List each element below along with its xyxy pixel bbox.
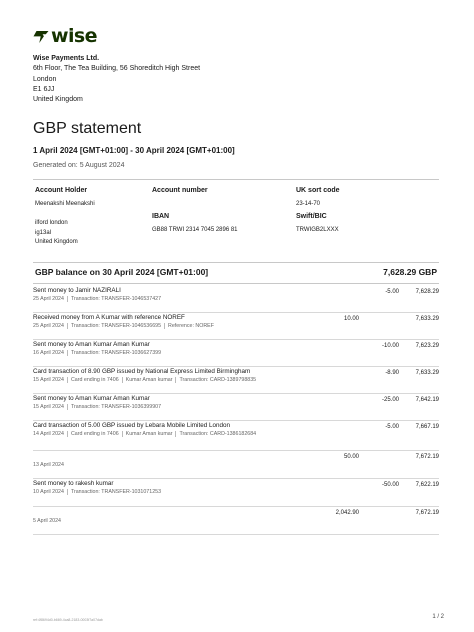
iban-label: IBAN	[152, 213, 170, 220]
balance-summary	[33, 262, 439, 284]
amount-in: 10.00	[343, 316, 359, 322]
transaction-meta	[33, 431, 256, 437]
transaction-row	[33, 394, 439, 421]
meta-item: 13 April 2024	[33, 462, 64, 468]
transaction-row	[33, 451, 439, 479]
meta-item: Card ending in 7406	[70, 431, 119, 437]
transaction-description: Card transaction of 8.90 GBP issued by National Express Limited Birmingham	[33, 368, 251, 375]
transaction-meta	[33, 462, 64, 468]
account-number-label: Account number	[152, 187, 208, 194]
divider	[33, 179, 439, 180]
transaction-meta	[33, 377, 256, 383]
statement-period: 1 April 2024 [GMT+01:00] - 30 April 2024 [GMT+01:00]	[33, 146, 235, 155]
running-balance: 7,623.29	[415, 343, 439, 349]
transaction-row	[33, 367, 439, 394]
transaction-row	[33, 479, 439, 507]
transaction-meta	[33, 404, 161, 410]
meta-item: Transaction: CARD-1386182684	[179, 431, 257, 437]
page-number: 1 / 2	[432, 614, 444, 620]
meta-item: Card ending in 7406	[70, 377, 119, 383]
meta-item: 25 April 2024	[33, 296, 64, 302]
running-balance: 7,633.29	[415, 370, 439, 376]
account-holder-name: Meenakshi Meenakshi	[35, 201, 95, 207]
running-balance: 7,672.19	[415, 510, 439, 516]
company-address-line: E1 6JJ	[33, 85, 55, 93]
transaction-row	[33, 340, 439, 367]
meta-item: Transaction: TRANSFER-1031071253	[70, 489, 162, 495]
transaction-description: Sent money to Aman Kumar Aman Kumar	[33, 341, 150, 348]
swift-value: TRWIGB2LXXX	[296, 227, 339, 233]
amount-out: -25.00	[381, 397, 399, 403]
company-address-line: United Kingdom	[33, 96, 83, 104]
meta-item: Transaction: TRANSFER-1046536695	[70, 323, 162, 329]
footer-reference: ref:4f8694d0-b669-4ca8-2183-0003f7a07dab	[33, 618, 103, 622]
transaction-description: Sent money to Jamir NAZIRALI	[33, 287, 121, 294]
balance-label: GBP balance on 30 April 2024 [GMT+01:00]	[35, 267, 209, 277]
amount-out: -10.00	[381, 343, 399, 349]
transaction-meta	[33, 296, 161, 302]
meta-separator	[175, 377, 176, 383]
transaction-row	[33, 313, 439, 340]
meta-separator	[122, 377, 123, 383]
sort-code-value: 23-14-70	[296, 201, 321, 207]
meta-item: Kumar Aman kumar	[125, 431, 173, 437]
transaction-list	[33, 286, 439, 535]
meta-item: 16 April 2024	[33, 350, 64, 356]
company-address-block	[33, 54, 200, 105]
meta-separator	[67, 323, 68, 329]
meta-separator	[67, 377, 68, 383]
company-name: Wise Payments Ltd.	[33, 55, 100, 62]
company-address-line: London	[33, 75, 57, 83]
meta-item: Transaction: TRANSFER-1036627399	[70, 350, 162, 356]
wise-logo-text: wise	[51, 25, 97, 47]
running-balance: 7,622.19	[415, 482, 439, 488]
meta-item: 5 April 2024	[33, 518, 61, 524]
amount-out: -8.90	[385, 370, 399, 376]
meta-separator	[122, 431, 123, 437]
generated-date: Generated on: 5 August 2024	[33, 162, 125, 169]
meta-item: Transaction: TRANSFER-1046537427	[70, 296, 162, 302]
transaction-description: Card transaction of 5.00 GBP issued by Lebara Mobile Limited London	[33, 422, 230, 429]
meta-item: 25 April 2024	[33, 323, 64, 329]
transaction-description: Sent money to rakesh kumar	[33, 480, 114, 487]
meta-item: 14 April 2024	[33, 431, 64, 437]
address-line: United Kingdom	[35, 239, 78, 245]
wise-flag-icon	[33, 30, 49, 44]
meta-separator	[164, 323, 165, 329]
transaction-meta	[33, 350, 161, 356]
swift-label: Swift/BIC	[296, 213, 327, 220]
meta-item: 10 April 2024	[33, 489, 64, 495]
meta-item: 15 April 2024	[33, 404, 64, 410]
balance-value: 7,628.29 GBP	[383, 267, 437, 277]
transaction-meta	[33, 518, 61, 524]
amount-out: -5.00	[385, 424, 399, 430]
running-balance: 7,642.19	[415, 397, 439, 403]
meta-separator	[67, 350, 68, 356]
meta-item: 15 April 2024	[33, 377, 64, 383]
meta-separator	[67, 431, 68, 437]
meta-separator	[67, 296, 68, 302]
account-holder-label: Account Holder	[35, 187, 88, 194]
amount-in: 2,042.90	[335, 510, 359, 516]
account-holder-address	[35, 219, 78, 248]
running-balance: 7,672.19	[415, 454, 439, 460]
company-address-line: 6th Floor, The Tea Building, 56 Shoreditch High Street	[33, 65, 201, 73]
meta-separator	[67, 489, 68, 495]
address-line: ig13al	[35, 229, 52, 236]
statement-title: GBP statement	[33, 120, 142, 137]
transaction-row	[33, 507, 439, 535]
transaction-description: Received money from A Kumar with reference NOREF	[33, 314, 185, 321]
transaction-meta	[33, 323, 214, 329]
transaction-meta	[33, 489, 161, 495]
transaction-row	[33, 286, 439, 313]
amount-out: -50.00	[381, 482, 399, 488]
running-balance: 7,633.29	[415, 316, 439, 322]
running-balance: 7,667.19	[415, 424, 439, 430]
wise-logo	[33, 27, 97, 46]
meta-separator	[175, 431, 176, 437]
iban-value: GB88 TRWI 2314 7045 2896 81	[152, 227, 238, 233]
amount-out: -5.00	[385, 289, 399, 295]
amount-in: 50.00	[343, 454, 359, 460]
sort-code-label: UK sort code	[296, 187, 340, 194]
meta-item: Reference: NOREF	[168, 323, 214, 329]
running-balance: 7,628.29	[415, 289, 439, 295]
transaction-row	[33, 421, 439, 451]
meta-item: Kumar Aman kumar	[125, 377, 173, 383]
meta-item: Transaction: TRANSFER-1036399907	[70, 404, 162, 410]
meta-separator	[67, 404, 68, 410]
address-line: ilford london	[35, 220, 68, 226]
meta-item: Transaction: CARD-1389798835	[179, 377, 257, 383]
transaction-description: Sent money to Aman Kumar Aman Kumar	[33, 395, 150, 402]
